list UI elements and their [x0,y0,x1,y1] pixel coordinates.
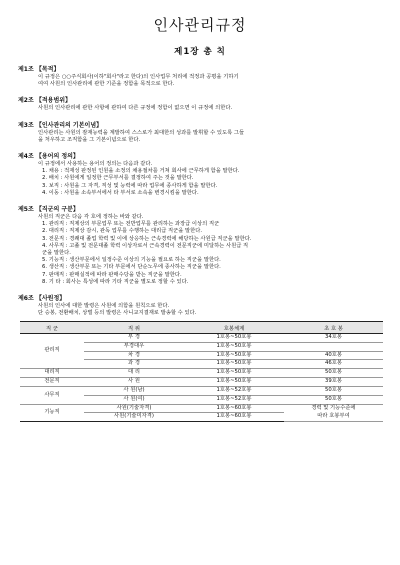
article-body [18,214,382,286]
cell-range: 1호봉~50호봉 [184,351,284,360]
header-range: 호봉체계 [184,322,284,334]
article-6 [18,295,382,317]
article-heading: 제1조 【목적】 [18,66,60,73]
cell-start-line: 따라 호봉부여 [317,412,350,419]
cell-start [284,404,383,421]
cell-range: 1호봉~50호봉 [184,334,284,343]
cell-group: 사무직 [20,387,84,404]
article-5 [18,206,382,286]
article-line: 단 승봉, 전환배치, 상벌 등의 발령은 사니교지결재로 발송할 수 있다. [38,310,197,317]
article-line: 인사관리는 사원의 잠재능력을 계발하여 스스로가 최대한의 성과를 발휘할 수 있도록 그들 [38,129,245,136]
article-line: 을 처우하고 조직함을 그 기본이념으로 한다. [38,136,141,143]
article-body [18,74,382,88]
header-group: 직 군 [20,322,84,334]
article-item: 1. 관리직 : 직제상의 부문업무 또는 전반업무를 관리하는 과장급 이상의 직군 [42,221,220,228]
cell-position: 사 원(여) [84,395,184,404]
cell-position: 부 경 [84,334,184,343]
cell-position: 차 경 [84,351,184,360]
article-item: 2. 대리직 : 직제상 감시, 관독 업무를 수행하는 대리급 직군을 말한다. [42,228,203,235]
cell-range: 1호봉~60호봉 [184,404,284,413]
chapter-heading: 제1장 총 칙 [174,47,226,57]
cell-group: 전문직 [20,378,84,387]
article-heading: 제6조 【사원정】 [18,295,66,303]
cell-start: 50호봉 [284,395,383,404]
cell-position: 대 리 [84,368,184,377]
article-4 [18,153,382,197]
article-line: 이 규정은 ○○주식회사(이하"회사"라고 한다)의 인사업무 처리에 적정과 공평을 기하기 [38,74,239,80]
cell-start: 39호봉 [284,378,383,387]
article-item: 8. 기 타 : 회사는 특성에 따라 기타 직군을 별도로 정할 수 있다. [42,278,189,285]
article-line: 사원의 인사관리에 관한 사항에 관하여 다른 규정에 정함이 없으면 이 규정에 의한다. [38,105,233,112]
article-heading: 제4조 【용어의 정의】 [18,153,79,161]
cell-position: 부경대우 [84,343,184,352]
cell-range: 1호봉~60호봉 [184,413,284,422]
article-heading: 제5조 【직군의 구분】 [18,206,79,214]
article-3 [18,122,382,144]
article-2 [18,97,382,112]
header-position: 직 위 [84,322,184,334]
article-item: 7. 판매직 : 판매실적에 따라 판매수당을 받는 직군을 말한다. [42,271,182,278]
cell-start: 50호봉 [284,387,383,396]
article-line: 여여 사원의 인사관리에 관한 기준을 정함을 목적으로 한다. [38,81,175,88]
cell-range: 1호봉~52호봉 [184,395,284,404]
cell-position: 사 원 [84,378,184,387]
table-row [20,387,383,396]
cell-start-line: 경력 및 기능수준에 [311,405,356,412]
article-item: 3. 보직 : 사원을 그 자격, 직성 및 능력에 따라 업무에 종사하게 함을 말한다. [42,182,218,189]
document-title: 인사관리규정 [153,16,247,34]
table-row [20,378,383,387]
article-heading: 제3조 【인사관리의 기본이념】 [18,121,103,129]
article-body [18,105,382,112]
article-line: 사원의 인사에 대한 발령은 사원에 의함을 원칙으로 한다. [38,303,170,310]
article-line: 사원의 직군은 다음 각 호에 정하는 바와 같다. [38,214,144,221]
cell-position: 사원(기술자격) [84,404,184,413]
cell-start [284,343,383,352]
article-item: 4. 사무직 : 고졸 및 전문대졸 학력 이상자로서 근속경력이 전문직군에 미달하는 사원급 직 [42,242,249,249]
cell-start: 40호봉 [284,351,383,360]
article-item: 2. 배치 : 사원에게 일정한 근무부서를 결정하여 주는 것을 말한다. [42,175,194,182]
cell-range: 1호봉~50호봉 [184,378,284,387]
cell-range: 1호봉~50호봉 [184,360,284,369]
grade-table-header-row [20,322,383,334]
cell-group: 대리직 [20,368,84,377]
cell-range: 1호봉~52호봉 [184,387,284,396]
grade-table [20,321,383,422]
article-body [18,303,382,317]
cell-start: 34호봉 [284,334,383,343]
article-1 [18,66,382,88]
article-item: 4. 이동 : 사원을 소속부서에서 타 부서로 소속을 변경시킴을 말한다. [42,189,199,196]
table-row [20,368,383,377]
table-row [20,404,383,413]
table-row [20,334,383,343]
articles-container [18,66,382,317]
article-item: 3. 전문직 : 경쾌대 졸업 학력 및 이에 상응하는 근속경력에 해당하는 사원급 직군을 말한다. [42,235,252,242]
cell-group: 기능직 [20,404,84,421]
article-item: 1. 채용 : 적재성 판정된 인원을 소정의 채용절차를 거쳐 회사에 근무하게 함을 말한다. [42,168,240,175]
cell-range: 1호봉~50호봉 [184,368,284,377]
cell-start: 46호봉 [284,360,383,369]
cell-position: 사원(기술미자격) [84,413,184,422]
cell-position: 과 경 [84,360,184,369]
cell-group: 관리직 [20,334,84,368]
cell-range: 1호봉~50호봉 [184,343,284,352]
article-body [18,130,382,144]
article-line: 이 규정에서 사용하는 용어의 정의는 다음과 같다. [38,161,153,168]
cell-start: 50호봉 [284,368,383,377]
article-heading: 제2조 【적용범위】 [18,97,72,105]
article-body [18,161,382,197]
article-item: 군을 말한다. [42,250,71,257]
header-start: 초 호 봉 [284,322,383,334]
article-item: 5. 기능직 : 생산부문에서 일정수준 이상의 기능을 필요로 하는 직군을 말한다. [42,257,221,264]
article-item: 6. 생산직 : 생산부문 또는 기타 부문에서 단순노무에 종사하는 직군을 말한다. [42,264,221,271]
cell-position: 사 원(남) [84,387,184,396]
